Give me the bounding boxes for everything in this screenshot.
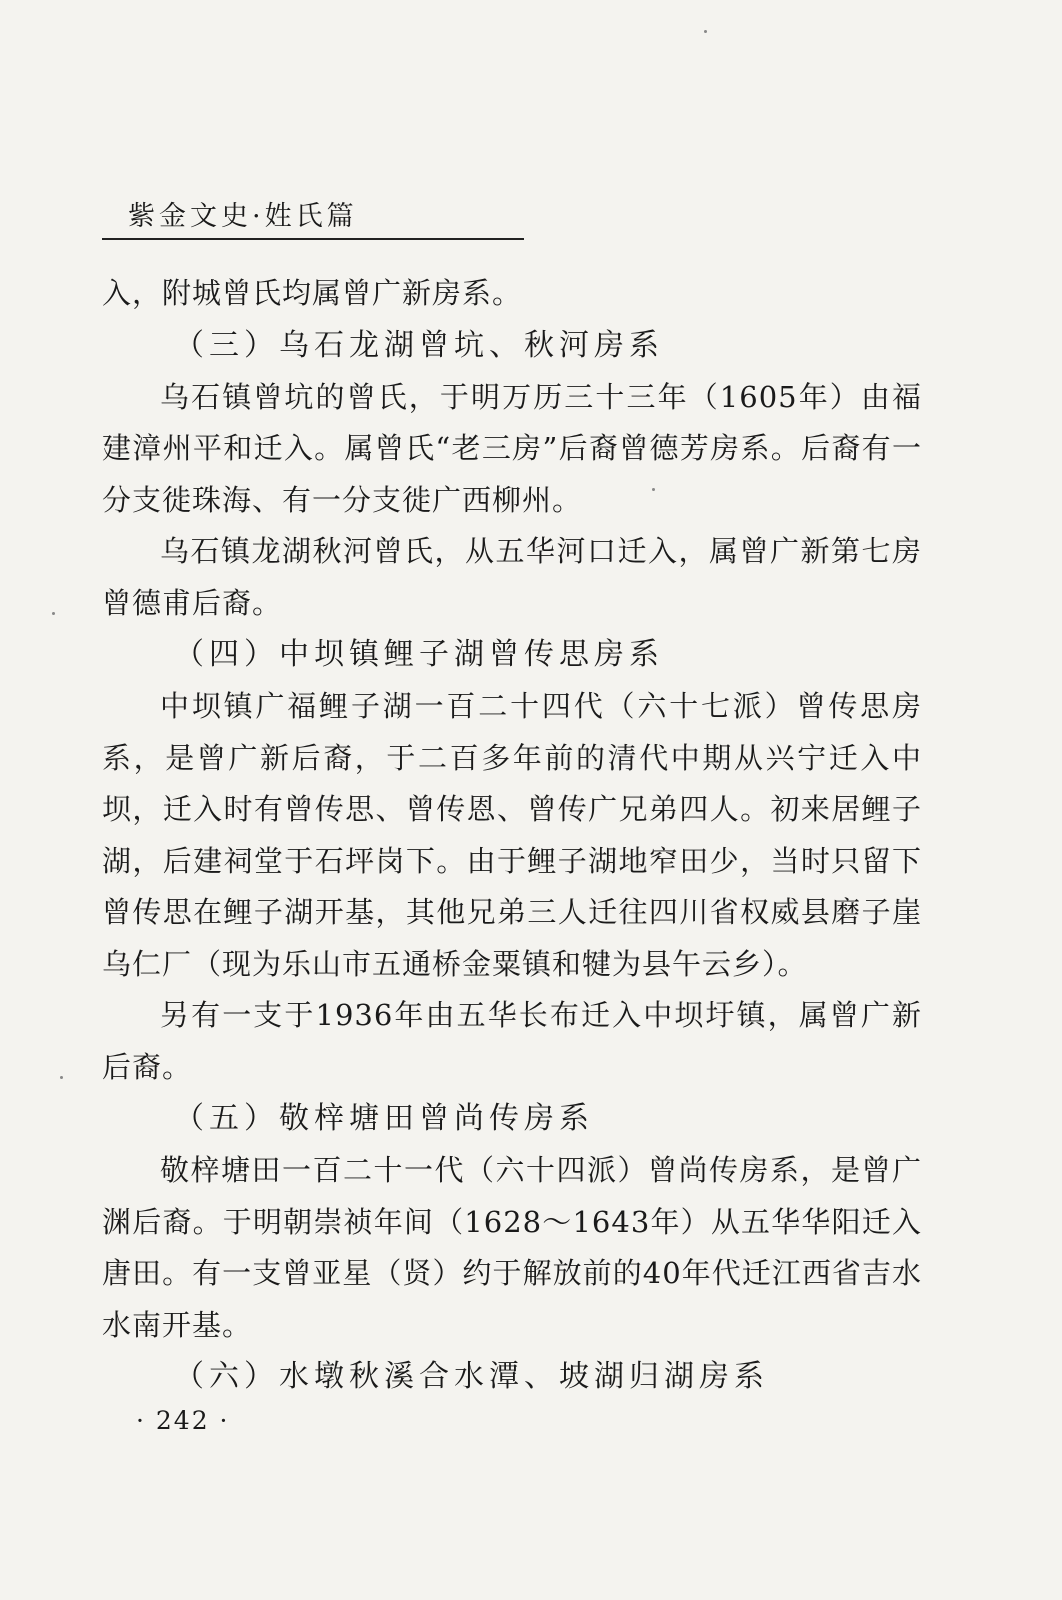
paragraph-continued: 入，附城曾氏均属曾广新房系。 <box>102 276 523 310</box>
page-number: · 242 · <box>136 1406 230 1435</box>
section-heading-6: （六）水墩秋溪合水潭、坡湖归湖房系 <box>174 1359 769 1394</box>
paragraph: 乌石镇曾坑的曾氏，于明万历三十三年（1605年）由福建漳州平和迁入。属曾氏“老三房”后裔曾德芳房系。后裔有一分支徙珠海、有一分支徙广西柳州。 <box>102 379 922 517</box>
body-text <box>102 268 922 1403</box>
section-heading-4: （四）中坝镇鲤子湖曾传思房系 <box>174 637 664 672</box>
scan-speck <box>652 488 655 491</box>
paragraph: 敬梓塘田一百二十一代（六十四派）曾尚传房系，是曾广渊后裔。于明朝崇祯年间（1628～1643年）从五华华阳迁入唐田。有一支曾亚星（贤）约于解放前的40年代迁江西省吉水水南开基。 <box>102 1153 922 1342</box>
header-rule <box>102 238 524 240</box>
scan-speck <box>52 612 55 615</box>
paragraph: 中坝镇广福鲤子湖一百二十四代（六十七派）曾传思房系，是曾广新后裔，于二百多年前的清代中期从兴宁迁入中坝，迁入时有曾传思、曾传恩、曾传广兄弟四人。初来居鲤子湖，后建祠堂于石坪岗下。由于鲤子湖地窄田少，当时只留下曾传思在鲤子湖开基，其他兄弟三人迁往四川省权威县磨子崖乌仁厂（现为乐山市五通桥金粟镇和犍为县午云乡）。 <box>102 689 922 981</box>
paragraph: 乌石镇龙湖秋河曾氏，从五华河口迁入，属曾广新第七房曾德甫后裔。 <box>102 534 922 620</box>
scan-speck <box>60 1076 63 1079</box>
running-head: 紫金文史·姓氏篇 <box>128 201 358 232</box>
scan-speck <box>704 30 707 33</box>
section-heading-3: （三）乌石龙湖曾坑、秋河房系 <box>174 327 664 363</box>
paragraph: 另有一支于1936年由五华长布迁入中坝圩镇，属曾广新后裔。 <box>102 998 922 1084</box>
section-heading-5: （五）敬梓塘田曾尚传房系 <box>174 1101 594 1136</box>
